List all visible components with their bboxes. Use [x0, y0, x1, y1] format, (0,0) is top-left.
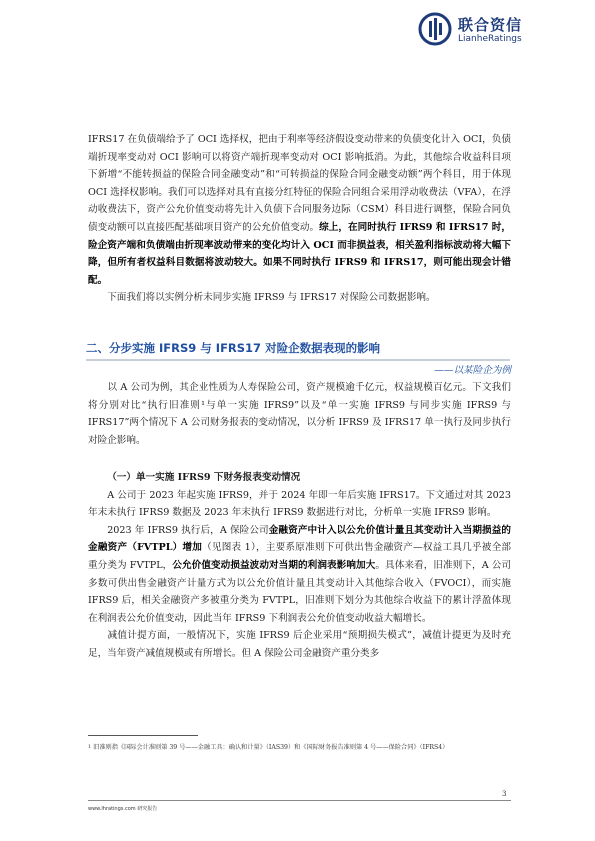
- subsection-title: （一）单一实施 IFRS9 下财务报表变动情况: [107, 472, 301, 483]
- section-divider: [86, 359, 510, 361]
- lianhe-logo-icon: [418, 12, 452, 46]
- paragraph: [88, 289, 511, 307]
- emphasis-text: 综上，在同时执行 IFRS9 和 IFRS17 时，险企资产端和负债端由折现率波动带来的变化均计入 OCI 而非损益表，相关盈利指标波动将大幅下降，但所有者权益科目数据将波动较大。如果不同时执行 IFRS9 和 IFRS17，则可能出现会计错配。: [88, 221, 511, 286]
- brand-name-en: LianheRatings: [458, 34, 522, 44]
- body-top: [88, 131, 511, 307]
- footnote-mark: 1: [88, 744, 92, 750]
- footer-link[interactable]: www.lhratings.com 研究报告: [88, 806, 158, 812]
- paragraph-text: 。具体来看，旧准则下，A 公司多数可供出售金融资产计量方式为以公允价值计量且其变动计入其他综合收入（FVOCI），而实施 IFRS9 后，相关金融资产多被重分类为 FVTPL，旧准则下划分为其他综合收益下的累计浮盈体现在利润表公允价值变动，因此当年 IFRS9 下利润表公允价值变动收益大幅增长。: [88, 559, 512, 624]
- paragraph: [88, 487, 511, 522]
- footnote: [88, 742, 508, 753]
- paragraph: [88, 627, 511, 662]
- brand-name-cn: 联合资信: [458, 16, 523, 34]
- emphasis-text: 金融资产中计入以公允价值计量且其变动计入当期损益的金融资产（FVTPL）增加: [88, 524, 511, 554]
- brand-logo: [418, 10, 558, 52]
- section-title: 二、分步实施 IFRS9 与 IFRS17 对险企数据表现的影响: [86, 341, 381, 355]
- paragraph-text: 减值计提方面，一般情况下，实施 IFRS9 后企业采用“预期损失模式”，减值计提更为及时充足，当年资产减值规模或有所增长。但 A 保险公司金融资产重分类多: [88, 630, 511, 659]
- footnote-text: 旧准则指《国际会计准则第 39 号——金融工具：确认和计量》（IAS39）和《国际财务报告准则第 4 号——保险合同》（IFRS4）: [93, 744, 449, 751]
- body-mid: [88, 379, 511, 449]
- page-number: 3: [502, 790, 507, 798]
- emphasis-text: 公允价值变动损益波动对当期的利润表影响加大: [172, 559, 376, 571]
- paragraph-text: （见图表 1），主要系原准则下可供出售金融资产—权益工具几乎被全部重分类为 FVTPL，: [88, 542, 511, 571]
- paragraph: [88, 379, 511, 449]
- paragraph-text: 以 A 公司为例，其企业性质为人寿保险公司，资产规模逾千亿元，权益规模百亿元。下文我们将分别对比“执行旧准则¹与单一实施 IFRS9”以及“单一实施 IFRS9 与同步实施 IFRS9 与 IFRS17”两个情况下 A 公司财务报表的变动情况，以分析 IFRS9 及 IFRS17 单一执行及同步执行对险企影响。: [88, 382, 511, 446]
- paragraph: [88, 131, 511, 289]
- paragraph-text: IFRS17 在负债端给予了 OCI 选择权，把由于利率等经济假设变动带来的负债变化计入 OCI，负债端折现率变动对 OCI 影响可以将资产端折现率变动对 OCI 影响抵消。为此，其他综合收益科目项下新增“不能转损益的保险合同金融变动”和“可转损益的保险合同金融变动额”两个科目，用于体现 OCI 选择权影响。我们可以选择对具有直接分红特征的保险合同组合采用浮动收费法（VFA），在浮动收费法下，资产公允价值变动将先计入负债下合同服务边际（CSM）科目进行调整，保险合同负债变动额可以直接匹配基础项目资产的公允价值变动。: [88, 134, 511, 233]
- footnote-divider: [88, 735, 198, 736]
- section-heading: [86, 338, 510, 360]
- paragraph-text: 下面我们将以实例分析未同步实施 IFRS9 与 IFRS17 对保险公司数据影响。: [107, 292, 436, 304]
- section-byline: ——以某险企为例: [434, 365, 511, 376]
- paragraph: [88, 522, 511, 628]
- paragraph-text: A 公司于 2023 年起实施 IFRS9，并于 2024 年即一年后实施 IFRS17。下文通过对其 2023 年末未执行 IFRS9 数据及 2023 年末执行 IFRS9 数据进行对比，分析单一实施 IFRS9 影响。: [88, 489, 511, 519]
- subsection-block: [88, 469, 511, 663]
- footer-divider: [88, 800, 511, 801]
- paragraph-text: 2023 年 IFRS9 执行后，A 保险公司: [107, 524, 269, 536]
- body-bottom: [88, 487, 511, 663]
- page-header: [0, 0, 595, 70]
